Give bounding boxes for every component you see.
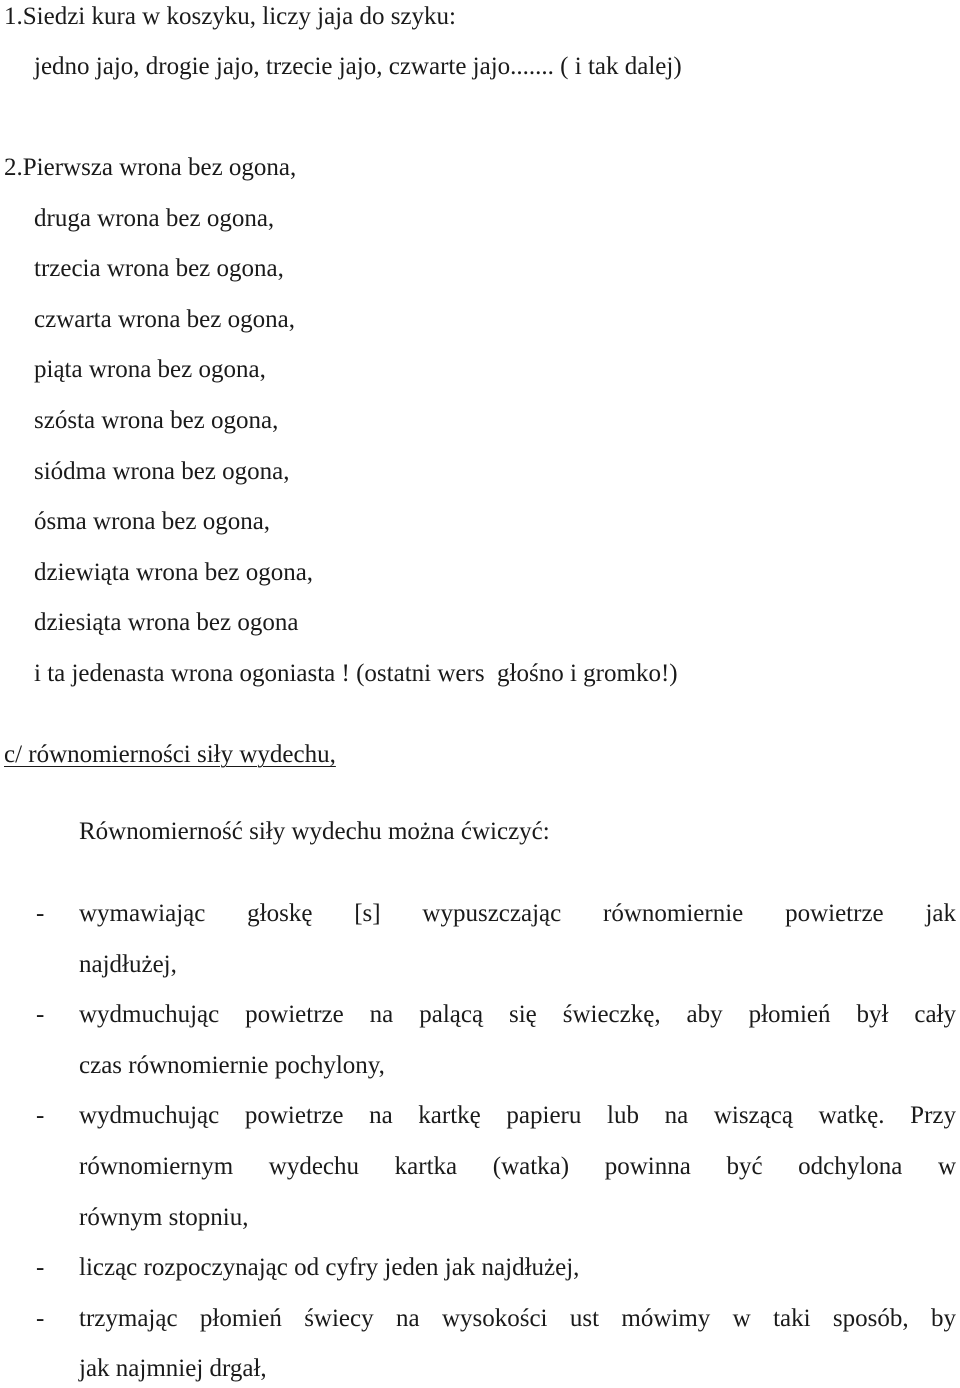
rhyme2-line-3: trzecia wrona bez ogona, — [34, 255, 284, 282]
bullet-marker: - — [36, 1102, 45, 1129]
list-item-3-line-1: wydmuchując powietrze na kartkę papieru lub na wiszącą watkę. Przy — [79, 1102, 956, 1129]
list-item-2-line-2: czas równomiernie pochylony, — [79, 1052, 385, 1079]
rhyme2-line-5: piąta wrona bez ogona, — [34, 356, 266, 383]
section-c-heading: c/ równomierności siły wydechu, — [4, 741, 336, 768]
list-item-5-line-1: trzymając płomień świecy na wysokości ust mówimy w taki sposób, by — [79, 1305, 956, 1332]
bullet-marker: - — [36, 900, 45, 927]
rhyme1-line1: 1.Siedzi kura w koszyku, liczy jaja do szyku: — [4, 3, 456, 30]
rhyme1-line2: jedno jajo, drogie jajo, trzecie jajo, czwarte jajo....... ( i tak dalej) — [34, 53, 682, 80]
bullet-marker: - — [36, 1001, 45, 1028]
list-item-1-line-1: wymawiając głoskę [s] wypuszczając równomiernie powietrze jak — [79, 900, 956, 927]
rhyme2-line-11: i ta jedenasta wrona ogoniasta ! (ostatni wers głośno i gromko!) — [34, 660, 678, 687]
list-item-1-line-2: najdłużej, — [79, 951, 177, 978]
bullet-marker: - — [36, 1305, 45, 1332]
list-item-4-line-1: licząc rozpoczynając od cyfry jeden jak najdłużej, — [79, 1254, 580, 1281]
rhyme2-line-8: ósma wrona bez ogona, — [34, 508, 271, 535]
list-item-2-line-1: wydmuchując powietrze na palącą się świeczkę, aby płomień był cały — [79, 1001, 956, 1028]
rhyme2-line-4: czwarta wrona bez ogona, — [34, 306, 295, 333]
list-item-5-line-2: jak najmniej drgał, — [79, 1355, 267, 1382]
rhyme2-line-7: siódma wrona bez ogona, — [34, 458, 290, 485]
rhyme2-line-9: dziewiąta wrona bez ogona, — [34, 559, 314, 586]
bullet-marker: - — [36, 1254, 45, 1281]
list-item-3-line-3: równym stopniu, — [79, 1204, 249, 1231]
list-item-3-line-2: równomiernym wydechu kartka (watka) powinna być odchylona w — [79, 1153, 956, 1180]
rhyme2-line-6: szósta wrona bez ogona, — [34, 407, 279, 434]
section-c-intro: Równomierność siły wydechu można ćwiczyć: — [79, 818, 550, 845]
rhyme2-line-1: 2.Pierwsza wrona bez ogona, — [4, 154, 297, 181]
rhyme2-line-2: druga wrona bez ogona, — [34, 205, 275, 232]
rhyme2-line-10: dziesiąta wrona bez ogona — [34, 609, 299, 636]
